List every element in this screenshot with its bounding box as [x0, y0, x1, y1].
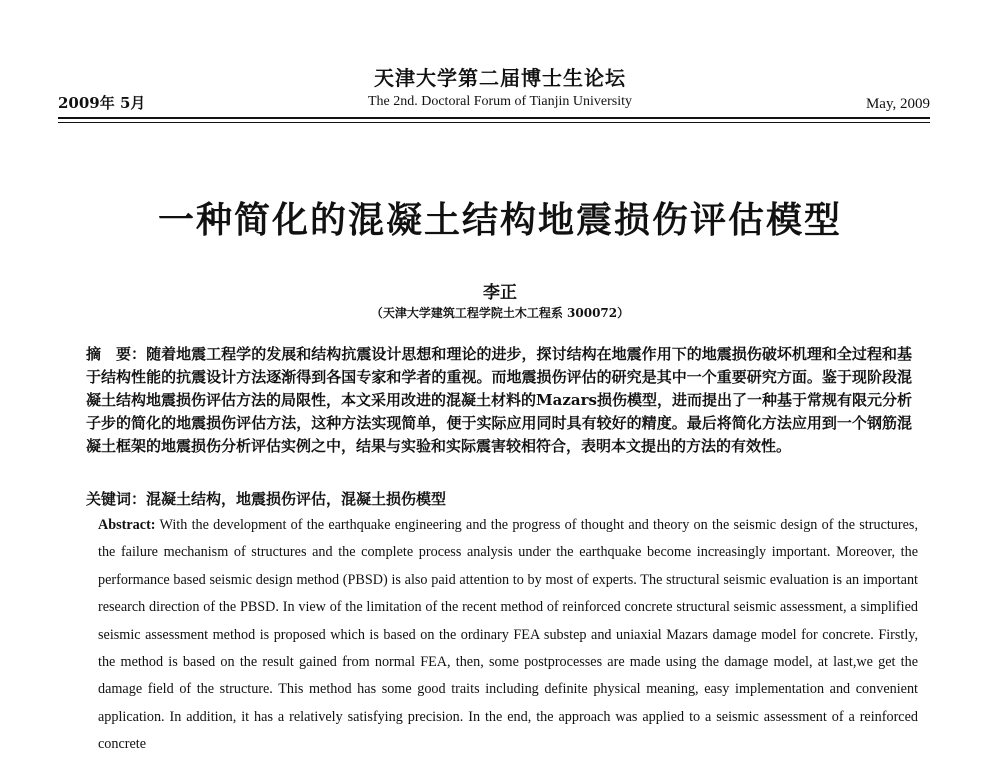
journal-title-cn: 天津大学第二届博士生论坛: [374, 66, 626, 90]
abstract-en: [98, 512, 918, 759]
header-rule-thick: [58, 117, 930, 119]
issue-date-en: May, 2009: [865, 96, 930, 112]
paper-author: 李正: [483, 283, 517, 303]
abstract-cn-text: 随着地震工程学的发展和结构抗震设计思想和理论的进步，探讨结构在地震作用下的地震损伤破坏机理和全过程和基于结构性能的抗震设计方法逐渐得到各国专家和学者的重视。而地震损伤评估的研究是其中一个重要研究方面。鉴于现阶段混凝土结构地震损伤评估方法的局限性，本文采用改进的混凝土材料的Mazars损伤模型，进而提出了一种基于常规有限元分析子步的简化的地震损伤评估方法，这种方法实现简单，便于实际应用同时具有较好的精度。最后将简化方法应用到一个钢筋混凝土框架的地震损伤分析评估实例之中，结果与实验和实际震害较相符合，表明本文提出的方法的有效性。: [86, 345, 912, 455]
abstract-cn: [86, 343, 912, 458]
issue-date-cn: 2009年 5月: [58, 94, 146, 112]
abstract-en-text: With the development of the earthquake engineering and the progress of thought and theory on the seismic design of the structures, the failure mechanism of structures and the complete process analysis under the earthquake become increasingly important. Moreover, the performance based seismic design method (PBSD) is also paid attention to by most of experts. The structural seismic evaluation is an important research direction of the PBSD. In view of the limitation of the recent method of reinforced concrete structural seismic assessment, a simplified seismic assessment method is proposed which is based on the ordinary FEA substep and uniaxial Mazars damage model for concrete. Firstly, the method is based on the result gained from normal FEA, then, some postprocesses are made using the damage model, at last,we get the damage field of the structure. This method has some good traits including definite physical meaning, easy implementation and convenient application. In addition, it has a relatively satisfying precision. In the end, the approach was applied to a seismic assessment of a reinforced concrete: [98, 517, 918, 753]
journal-title-en: The 2nd. Doctoral Forum of Tianjin University: [367, 94, 633, 109]
keywords-label: 关键词：: [86, 490, 147, 508]
header-rule-thin: [58, 122, 930, 123]
keywords-text: 混凝土结构，地震损伤评估，混凝土损伤模型: [146, 490, 447, 508]
abstract-en-label: Abstract:: [98, 517, 156, 533]
keywords: [86, 488, 912, 509]
abstract-cn-label: 摘 要：: [86, 345, 147, 363]
paper-affiliation: （天津大学建筑工程学院土木工程系 300072）: [370, 306, 630, 320]
paper-title: 一种简化的混凝土结构地震损伤评估模型: [157, 199, 842, 241]
